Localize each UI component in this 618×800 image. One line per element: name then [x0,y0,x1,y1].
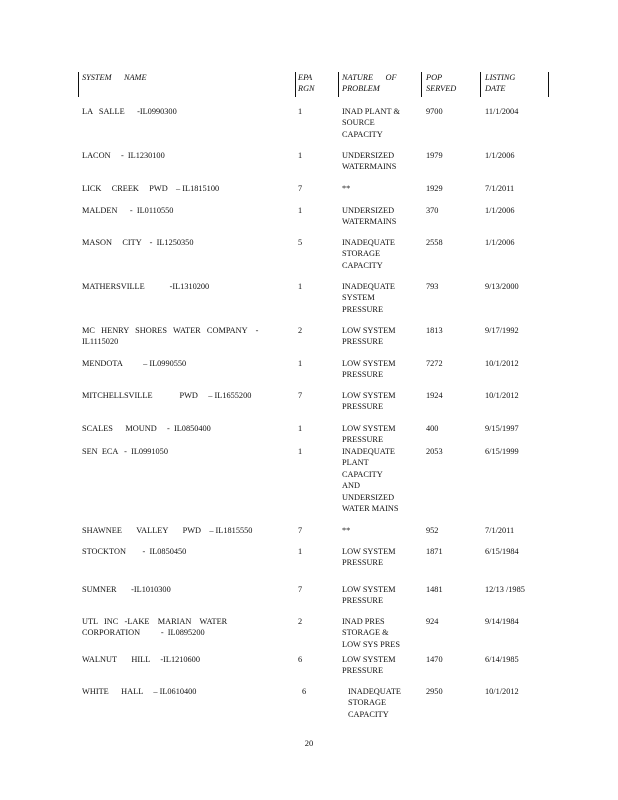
pop-served-cell: 370 [426,206,439,215]
page-number: 20 [304,738,314,748]
system-name-cell: MALDEN - IL0110550 [82,206,174,215]
header-right-rule [548,72,549,97]
problem-cell: LOW SYSTEM PRESSURE [342,391,396,412]
pop-served-cell: 1481 [426,585,443,594]
epa-rgn-cell: 1 [298,424,303,433]
header-rule-3 [421,72,422,97]
pop-served-cell: 924 [426,617,439,626]
system-name-cell: WHITE HALL – IL0610400 [82,687,197,696]
pop-served-cell: 1979 [426,151,443,160]
epa-rgn-cell: 1 [298,282,303,291]
problem-cell: LOW SYSTEM PRESSURE [342,655,396,676]
listing-date-cell: 12/13 /1985 [485,585,525,594]
system-name-cell: LA SALLE -IL0990300 [82,107,177,116]
system-name-cell: MITCHELLSVILLE PWD – IL1655200 [82,391,252,400]
listing-date-cell: 11/1/2004 [485,107,519,116]
problem-cell: INADEQUATE STORAGE CAPACITY [342,238,395,270]
problem-cell: LOW SYSTEM PRESSURE [342,424,396,445]
epa-rgn-cell: 7 [298,526,303,535]
problem-cell: LOW SYSTEM PRESSURE [342,585,396,606]
system-name-cell: MC HENRY SHORES WATER COMPANY - IL1115020 [82,326,259,347]
system-name-cell: SHAWNEE VALLEY PWD – IL1815550 [82,526,253,535]
listing-date-cell: 6/15/1984 [485,547,519,556]
epa-rgn-cell: 7 [298,391,303,400]
pop-served-cell: 793 [426,282,439,291]
header-left-rule [78,72,79,97]
pop-served-cell: 2950 [426,687,443,696]
listing-date-cell: 9/17/1992 [485,326,519,335]
listing-date-cell: 9/15/1997 [485,424,519,433]
header-listing-date: LISTING DATE [485,73,516,93]
problem-cell: LOW SYSTEM PRESSURE [342,359,396,380]
epa-rgn-cell: 1 [298,447,303,456]
problem-cell: INADEQUATE SYSTEM PRESSURE [342,282,395,314]
problem-cell: ** [342,526,351,535]
listing-date-cell: 9/13/2000 [485,282,519,291]
pop-served-cell: 2558 [426,238,443,247]
system-name-cell: UTL INC -LAKE MARIAN WATER CORPORATION - IL0895200 [82,617,228,638]
pop-served-cell: 9700 [426,107,443,116]
header-pop-served: POP SERVED [426,73,457,93]
listing-date-cell: 6/14/1985 [485,655,519,664]
header-epa-rgn: EPA RGN [298,73,315,93]
pop-served-cell: 952 [426,526,439,535]
system-name-cell: MATHERSVILLE -IL1310200 [82,282,210,291]
epa-rgn-cell: 2 [298,326,303,335]
system-name-cell: MASON CITY - IL1250350 [82,238,194,247]
system-name-cell: WALNUT HILL -IL1210600 [82,655,200,664]
system-name-cell: SCALES MOUND - IL0850400 [82,424,211,433]
system-name-cell: STOCKTON - IL0850450 [82,547,187,556]
pop-served-cell: 400 [426,424,439,433]
pop-served-cell: 1924 [426,391,443,400]
problem-cell: INAD PRES STORAGE & LOW SYS PRES [342,617,400,649]
listing-date-cell: 10/1/2012 [485,391,519,400]
problem-cell: LOW SYSTEM PRESSURE [342,326,396,347]
system-name-cell: LACON - IL1230100 [82,151,165,160]
system-name-cell: MENDOTA – IL0990550 [82,359,187,368]
listing-date-cell: 9/14/1984 [485,617,519,626]
problem-cell: UNDERSIZED WATERMAINS [342,151,397,172]
listing-date-cell: 10/1/2012 [485,687,519,696]
epa-rgn-cell: 1 [298,359,303,368]
listing-date-cell: 7/1/2011 [485,184,515,193]
problem-cell: UNDERSIZED WATERMAINS [342,206,397,227]
pop-served-cell: 1871 [426,547,443,556]
problem-cell: INADEQUATE PLANT CAPACITY AND UNDERSIZED WATER MAINS [342,447,399,514]
header-rule-4 [480,72,481,97]
listing-date-cell: 10/1/2012 [485,359,519,368]
pop-served-cell: 1813 [426,326,443,335]
header-system-name: SYSTEM NAME [82,73,147,82]
listing-date-cell: 6/15/1999 [485,447,519,456]
system-name-cell: SUMNER -IL1010300 [82,585,171,594]
epa-rgn-cell: 6 [298,655,303,664]
listing-date-cell: 1/1/2006 [485,151,515,160]
epa-rgn-cell: 1 [298,547,303,556]
header-rule-2 [338,72,339,97]
pop-served-cell: 7272 [426,359,443,368]
problem-cell: INAD PLANT & SOURCE CAPACITY [342,107,400,139]
problem-cell: INADEQUATE STORAGE CAPACITY [348,687,401,719]
header-rule-1 [295,72,296,97]
epa-rgn-cell: 7 [298,184,303,193]
epa-rgn-cell: 5 [298,238,303,247]
epa-rgn-cell: 1 [298,151,303,160]
epa-rgn-cell: 2 [298,617,303,626]
system-name-cell: SEN ECA - IL0991050 [82,447,168,456]
listing-date-cell: 7/1/2011 [485,526,515,535]
epa-rgn-cell: 1 [298,206,303,215]
epa-rgn-cell: 6 [302,687,307,696]
listing-date-cell: 1/1/2006 [485,238,515,247]
epa-rgn-cell: 1 [298,107,303,116]
system-name-cell: LICK CREEK PWD – IL1815100 [82,184,220,193]
problem-cell: ** [342,184,351,193]
pop-served-cell: 1929 [426,184,443,193]
pop-served-cell: 1470 [426,655,443,664]
header-nature-problem: NATURE OF PROBLEM [342,73,397,93]
listing-date-cell: 1/1/2006 [485,206,515,215]
problem-cell: LOW SYSTEM PRESSURE [342,547,396,568]
epa-rgn-cell: 7 [298,585,303,594]
pop-served-cell: 2053 [426,447,443,456]
